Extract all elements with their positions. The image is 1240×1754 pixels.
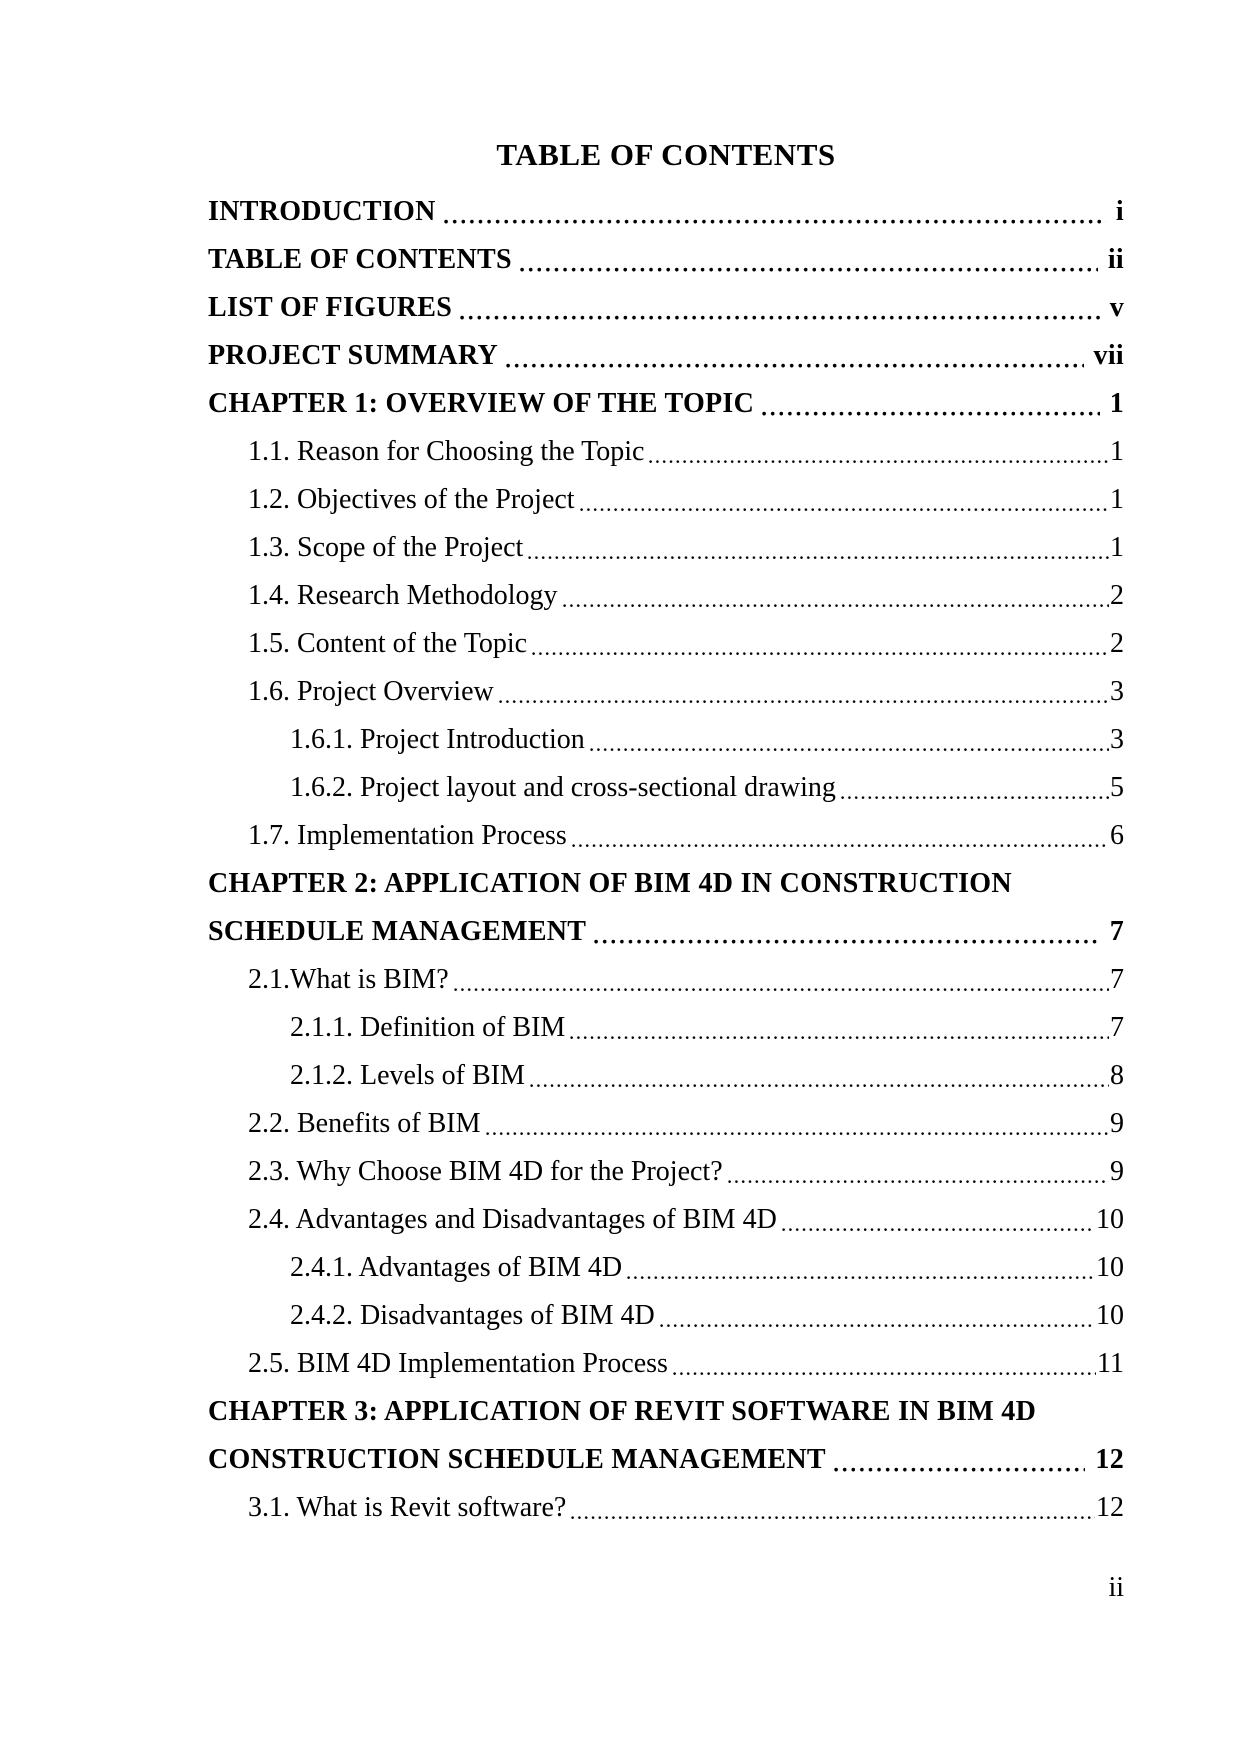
toc-entry	[208, 380, 1124, 428]
dot-leader	[782, 1227, 1095, 1232]
toc-entry-label: CHAPTER 3: APPLICATION OF REVIT SOFTWARE IN BIM 4D	[208, 1396, 1037, 1427]
dot-leader	[499, 699, 1109, 704]
toc-entry	[208, 908, 1124, 956]
toc-entry-label: 1.2. Objectives of the Project	[248, 484, 575, 515]
toc-entry-label: PROJECT SUMMARY	[208, 340, 498, 371]
toc-entry-label: CHAPTER 1: OVERVIEW OF THE TOPIC	[208, 388, 755, 419]
toc-entry-page-number: 6	[1110, 820, 1124, 851]
toc-entry-page-number: i	[1115, 196, 1124, 227]
toc-entry	[208, 1340, 1124, 1388]
dot-leader	[454, 987, 1109, 992]
toc-entry-label: CONSTRUCTION SCHEDULE MANAGEMENT	[208, 1444, 826, 1475]
toc-entry	[208, 1196, 1124, 1244]
toc-entry-page-number: 7	[1109, 916, 1124, 947]
page-content	[208, 136, 1124, 1532]
toc-entry-label: 2.1.2. Levels of BIM	[290, 1060, 525, 1091]
dot-leader	[532, 651, 1109, 656]
dot-leader	[460, 315, 1100, 320]
toc-entry	[208, 572, 1124, 620]
dot-leader	[486, 1131, 1109, 1136]
toc-entry-label: 2.2. Benefits of BIM	[248, 1108, 481, 1139]
toc-entry-page-number: v	[1109, 292, 1124, 323]
toc-entry-page-number: vii	[1093, 340, 1124, 371]
toc-entry	[208, 236, 1124, 284]
toc-entry-page-number: 3	[1110, 724, 1124, 755]
page-title: TABLE OF CONTENTS	[496, 137, 836, 172]
toc-entry-line1	[208, 860, 1124, 908]
toc-entry	[208, 1484, 1124, 1532]
dot-leader	[834, 1467, 1086, 1472]
toc-entry	[208, 1100, 1124, 1148]
toc-entry-label: 2.5. BIM 4D Implementation Process	[248, 1348, 668, 1379]
toc-entry-page-number: 10	[1096, 1300, 1124, 1331]
toc-entry	[208, 428, 1124, 476]
toc-entry-label: 1.7. Implementation Process	[248, 820, 567, 851]
dot-leader	[627, 1275, 1095, 1280]
toc-entry-label: CHAPTER 2: APPLICATION OF BIM 4D IN CONSTRUCTION	[208, 868, 1012, 899]
toc-entry	[208, 1004, 1124, 1052]
dot-leader	[728, 1179, 1109, 1184]
toc-entry-page-number: 10	[1096, 1204, 1124, 1235]
toc-entry	[208, 284, 1124, 332]
toc-entry	[208, 1436, 1124, 1484]
dot-leader	[649, 459, 1109, 464]
dot-leader	[580, 507, 1109, 512]
toc	[208, 188, 1124, 1532]
dot-leader	[563, 603, 1110, 608]
toc-entry-page-number: 1	[1110, 484, 1124, 515]
toc-entry-label: 2.4.1. Advantages of BIM 4D	[290, 1252, 623, 1283]
toc-entry-label: 2.4.2. Disadvantages of BIM 4D	[290, 1300, 655, 1331]
toc-entry-label: 1.6.2. Project layout and cross-sectional drawing	[290, 772, 836, 803]
dot-leader	[590, 747, 1109, 752]
toc-entry-label: TABLE OF CONTENTS	[208, 244, 512, 275]
toc-entry	[208, 812, 1124, 860]
dot-leader	[520, 267, 1098, 272]
toc-entry-page-number: ii	[1107, 244, 1124, 275]
dot-leader	[570, 1035, 1109, 1040]
toc-entry-line1	[208, 1388, 1124, 1436]
toc-entry	[208, 620, 1124, 668]
toc-entry-label: 2.1.1. Definition of BIM	[290, 1012, 566, 1043]
toc-entry-label: 1.1. Reason for Choosing the Topic	[248, 436, 645, 467]
toc-entry-page-number: 7	[1110, 1012, 1124, 1043]
toc-entry	[208, 716, 1124, 764]
dot-leader	[528, 555, 1109, 560]
toc-entry	[208, 668, 1124, 716]
toc-entry-page-number: 11	[1097, 1348, 1124, 1379]
toc-entry	[208, 188, 1124, 236]
toc-entry-page-number: 12	[1095, 1444, 1124, 1475]
toc-entry	[208, 1292, 1124, 1340]
toc-entry-page-number: 12	[1096, 1492, 1124, 1523]
dot-leader	[530, 1083, 1109, 1088]
toc-entry-page-number: 5	[1110, 772, 1124, 803]
toc-entry-page-number: 2	[1110, 628, 1124, 659]
toc-entry-page-number: 3	[1110, 676, 1124, 707]
dot-leader	[571, 1515, 1095, 1520]
toc-entry-label: INTRODUCTION	[208, 196, 436, 227]
toc-entry	[208, 956, 1124, 1004]
footer-page-number: ii	[1108, 1572, 1124, 1603]
toc-entry-page-number: 1	[1109, 388, 1124, 419]
dot-leader	[572, 843, 1109, 848]
dot-leader	[841, 795, 1109, 800]
dot-leader	[673, 1371, 1096, 1376]
toc-entry	[208, 332, 1124, 380]
dot-leader	[506, 363, 1084, 368]
toc-entry-label: 1.5. Content of the Topic	[248, 628, 528, 659]
toc-entry	[208, 1148, 1124, 1196]
toc-entry	[208, 476, 1124, 524]
toc-entry-label: 2.3. Why Choose BIM 4D for the Project?	[248, 1156, 723, 1187]
toc-entry-page-number: 9	[1110, 1108, 1124, 1139]
toc-entry-label: 1.6.1. Project Introduction	[290, 724, 585, 755]
toc-entry-page-number: 9	[1110, 1156, 1124, 1187]
toc-entry-label: 1.3. Scope of the Project	[248, 532, 524, 563]
toc-entry	[208, 1052, 1124, 1100]
dot-leader	[762, 411, 1100, 416]
dot-leader	[660, 1323, 1095, 1328]
toc-entry-label: 1.4. Research Methodology	[248, 580, 558, 611]
toc-entry-page-number: 8	[1110, 1060, 1124, 1091]
toc-entry-label: 2.1.What is BIM?	[248, 964, 449, 995]
toc-entry-page-number: 10	[1096, 1252, 1124, 1283]
toc-entry-label: SCHEDULE MANAGEMENT	[208, 916, 587, 947]
toc-entry	[208, 1244, 1124, 1292]
toc-entry	[208, 524, 1124, 572]
toc-entry-page-number: 2	[1110, 580, 1124, 611]
toc-entry-page-number: 1	[1110, 436, 1124, 467]
toc-entry-page-number: 7	[1110, 964, 1124, 995]
toc-entry-label: 1.6. Project Overview	[248, 676, 494, 707]
dot-leader	[594, 939, 1099, 944]
toc-entry	[208, 764, 1124, 812]
toc-entry-label: LIST OF FIGURES	[208, 292, 453, 323]
toc-entry-label: 2.4. Advantages and Disadvantages of BIM 4D	[248, 1204, 777, 1235]
dot-leader	[444, 219, 1106, 224]
toc-entry-page-number: 1	[1110, 532, 1124, 563]
toc-entry-label: 3.1. What is Revit software?	[248, 1492, 567, 1523]
